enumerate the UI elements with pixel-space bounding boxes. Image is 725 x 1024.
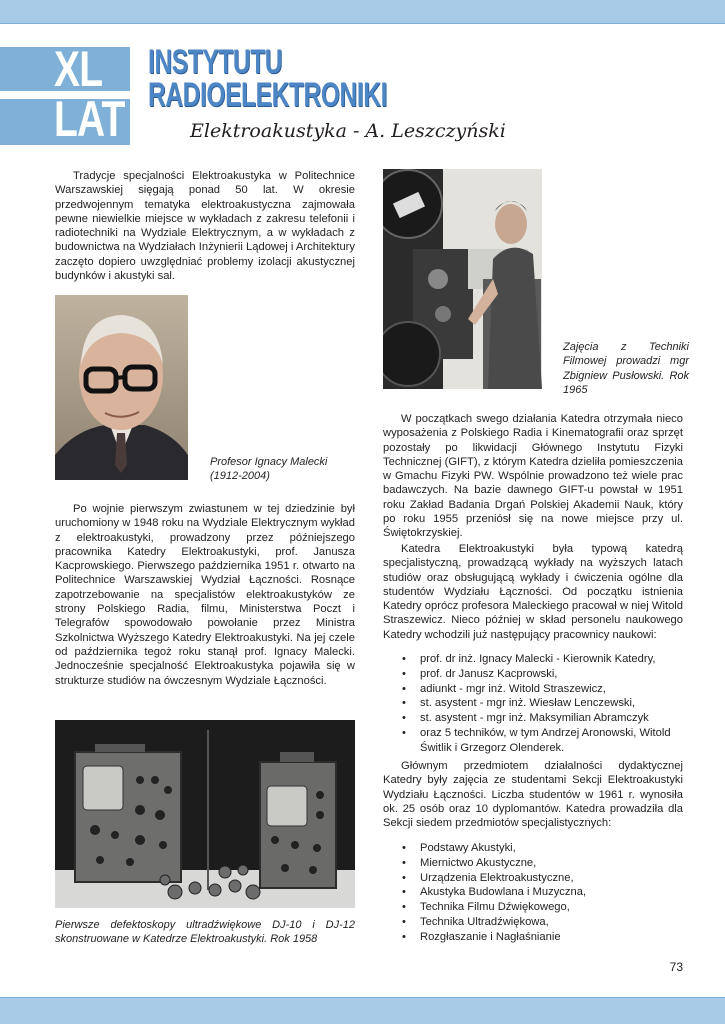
page-number: 73 (669, 960, 683, 974)
list-item: • st. asystent - mgr inż. Wiesław Lenczewski, (402, 697, 636, 710)
intro-paragraph: Tradycje specjalności Elektroakustyka w Politechnice Warszawskiej sięgają ponad 50 lat. W okresie przedwojennym tematyka elektroakustyczna zajmowała pewne niewielkie miejsce w wykładach z zakresu telefonii i radiotechniki na Wydziale Elektrycznym, a w wykładach z budownictwa na Wydziałach Inżynierii Lądowej i Architektury zaczęto dopiero uwzględniać problemy izolacji akustycznej budynków i akustyki sal. (55, 170, 355, 283)
portrait-photo (55, 295, 188, 480)
list-item: • Rozgłaszanie i Nagłaśnianie (402, 930, 561, 943)
list-item: • prof. dr Janusz Kacprowski, (402, 667, 558, 680)
article-subtitle: Elektroakustyka - A. Leszczyński (190, 120, 506, 142)
list-item: • adiunkt - mgr inż. Witold Straszewicz, (402, 682, 606, 695)
list-item: • Technika Ultradźwiękowa, (402, 915, 549, 928)
logo-lat: LAT (54, 91, 125, 147)
projector-caption: Zajęcia z Techniki Filmowej prowadzi mgr Zbigniew Pusłowski. Rok 1965 (563, 341, 689, 396)
department-paragraph: Katedra Elektroakustyki była typową katedrą specjalistyczną, prowadzącą wykłady na wyższych latach studiów oraz obsługującą wykłady i ćwiczenia ogólne dla studentów Wydziału Łączności. Od początku istnienia Katedry oprócz profesora Maleckiego pracował w niej Witold Straszewicz. Nieco później w skład personelu naukowego Katedry wchodzili już następujący pracownicy naukowi: (383, 543, 683, 641)
list-item: • st. asystent - mgr inż. Maksymilian Abramczyk (402, 712, 649, 725)
equipment-paragraph: W początkach swego działania Katedra otrzymała nieco wyposażenia z Polskiego Radia i Kinematografii oraz sprzęt pozostały po likwidacji Głównego Instytutu Fizyki Technicznej (GIFT), z którym Katedra dzieliła pomieszczenia w Gmachu Fizyki PW. Wspólnie prowadzono też wiele prac badawczych. Na bazie dawnego GIFT-u powstał w 1951 roku Zakład Badania Drgań Polskiej Akademii Nauk, który po roku 1955 przeniósł się na nowe miejsce przy ul. Świętokrzyskiej. (383, 413, 683, 540)
list-item: • Technika Filmu Dźwiękowego, (402, 901, 570, 914)
projector-photo (383, 169, 542, 389)
list-item: • Miernictwo Akustyczne, (402, 856, 537, 869)
subjects-list (398, 841, 683, 945)
postwar-paragraph: Po wojnie pierwszym zwiastunem w tej dziedzinie był uruchomiony w 1948 roku na Wydziale Elektrycznym wykład z elektroakustyki, prowadzony przez późniejszego pracownika Katedry Elektroakustyki, prof. Janusza Kacprowskiego. Pierwszego października 1951 r. otwarto na Politechnice Warszawskiej Wydział Łączności. Rosnące zapotrzebowanie na specjalistów elektroakustyków ze strony Polskiego Radia, filmu, Ministerstwa Poczt i Telegrafów spowodowało powołanie przez Ministra Szkolnictwa Wyższego Katedry Elektroakustyki. Na jej czele od października tegoż roku stanął prof. Ignacy Malecki. Jednocześnie specjalność Elektroakustyka pojawiła się w strukturze studiów na ówczesnym Wydziale Łączności. (55, 503, 355, 687)
page-title-line2: RADIOELEKTRONIKI (148, 76, 388, 114)
list-item: • Urządzenia Elektroakustyczne, (402, 871, 574, 884)
bottom-band (0, 997, 725, 1024)
list-item: • prof. dr inż. Ignacy Malecki - Kierownik Katedry, (402, 653, 656, 665)
staff-list (398, 652, 683, 756)
list-item: • Akustyka Budowlana i Muzyczna, (402, 886, 587, 899)
list-item: • oraz 5 techników, w tym Andrzej Aronowski, Witold Świtlik i Grzegorz Olenderek. (402, 726, 671, 754)
logo-xl: XL (54, 41, 103, 97)
top-band (0, 0, 725, 24)
portrait-caption: Profesor Ignacy Malecki (1912-2004) (210, 456, 328, 483)
list-item: • Podstawy Akustyki, (402, 842, 516, 854)
teaching-paragraph: Głównym przedmiotem działalności dydaktycznej Katedry były zajęcia ze studentami Sekcji Elektroakustyki Wydziału Łączności. Liczba studentów w 1961 r. wynosiła ok. 25 osób oraz 10 dyplomantów. Katedra prowadziła dla Sekcji siedem przedmiotów specjalistycznych: (383, 760, 683, 830)
ultrasonic-devices-photo (55, 720, 355, 908)
devices-caption: Pierwsze defektoskopy ultradźwiękowe DJ-10 i DJ-12 skonstruowane w Katedrze Elektroakustyki. Rok 1958 (55, 919, 355, 946)
page-title-line1: INSTYTUTU (148, 43, 283, 81)
